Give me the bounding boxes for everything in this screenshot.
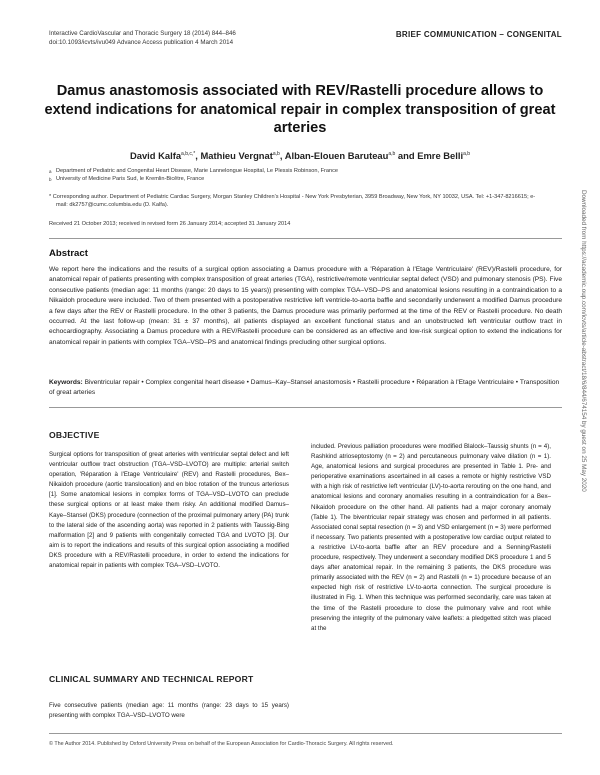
copyright-footer: © The Author 2014. Published by Oxford University Press on behalf of the European Association for Cardio-Thoracic Surgery. All rights reserved. [49,741,394,747]
affiliation-mark: a [49,169,52,174]
journal-citation [49,30,236,47]
received-dates: Received 21 October 2013; received in revised form 26 January 2014; accepted 31 January 2014 [49,221,291,227]
clinical-summary-text: Five consecutive patients (median age: 11 months (range: 23 days to 15 years) presenting with complex TGA–VSD–LVOTO were [49,702,289,720]
divider [49,733,562,734]
objective-text: Surgical options for transposition of great arteries with ventricular septal defect and left ventricular outflow tract obstruction (TGA–VSD–LVOTO) are multiple: arterial switch operation, 'Réparation à l'Etage Ventriculaire' (REV) and Rastelli procedures, Bex–Nikaidoh procedure (aortic translocation) and en bloc rotation of the truncus arteriosus [1]. Some anatomical lesions in complex forms of TGA–VSD–LVOTO can preclude these surgical options or at least make them risky. An additional modified Damus–Kaye–Stansel (DKS) procedure (connection of the proximal pulmonary artery (PA) trunk to the lateral side of the ascending aorta) was reported in 2 patients with Taussig-Bing malformation [2] and 9 patients with congenitally corrected TGA and LVOTO [3]. Our aim is to report the indications and results of this surgical option associating a modified DKS procedure with a REV/Rastelli procedure, in order to extend the indications for anatomical repair in patients with complex TGA–VSD–LVOTO. [49,451,289,570]
corresponding-author: * Corresponding author. Department of Pediatric Cardiac Surgery, Morgan Stanley Children's Hospital - New York Presbyterian, 3959 Broadway, New York, NY 10032, USA. Tel: +1-347-8216615; e-mail: dk2757@cumc.columbia.edu (D. Kalfa). [49,194,536,208]
journal-line-1: Interactive CardioVascular and Thoracic Surgery 18 (2014) 844–846 [49,30,236,37]
abstract-heading: Abstract [49,248,88,259]
download-sidebar [578,190,588,610]
author-name: David Kalfa [129,150,182,161]
keywords-text: Biventricular repair • Complex congenital heart disease • Damus–Kay–Stansel anastomosis • Rastelli procedure • Réparation à l'Etage Ventriculaire • Transposition of great arteries [49,379,560,397]
author-affil-mark: a,b [463,150,471,157]
author-list: David Kalfa$^{a,b,c,*}$, Mathieu Vergnat$^{a,b}$, Alban-Elouen Baruteau$^{a,b}$ and Emre Belli$^{a,b}$ [129,150,471,161]
keywords-label: Keywords: [49,379,83,386]
objective-heading: OBJECTIVE [49,430,100,440]
author-name: Emre Belli [417,150,464,161]
journal-line-2: doi:10.1093/icvts/ivu049 Advance Access publication 4 March 2014 [49,38,234,46]
divider [49,238,562,239]
affiliation [49,176,529,184]
affiliation-text: Department of Pediatric and Congenital Heart Disease, Marie Lannelongue Hospital, Le Plessis Robinson, France [56,168,339,174]
affiliation-mark: b [49,177,52,182]
right-column-text: included. Previous palliation procedures were modified Blalock–Taussig shunts (n = 4), Rashkind atrioseptostomy (n = 2) and percutaneous pulmonary valve dilation (n = 1). Age, anatomical lesions and surgical procedures are presented in Table 1. Pre- and perioperative examinations ascertained in all cases a remote or highly restrictive VSD with a high risk of restrictive left ventricular (LV)-to-aorta rerouting on the one hand, and anatomical lesions and coronary anomalies resulting in a contraindication for a Bex–Nikaidoh procedure on the other hand. All patients had a major coronary anomaly (Table 1). The biventricular repair strategy was chosen and performed in all patients. Associated conal septal resection (n = 3) and VSD enlargement (n = 3) were performed if necessary. Two patients presented with a postoperative low cardiac output related to a restrictive LV-to-aorta baffle after an REV procedure and a Senning/Rastelli procedure, respectively. They underwent a secondary modified DKS procedure 1 and 5 days after anatomical repair. In the remaining 3 patients, the DKS procedure was primarily associated with the REV (n = 2) and Rastelli (n = 1) procedure because of an expected high risk of restrictive LV-to-aorta connection. The surgical procedure is illustrated in Fig. 1. When this technique was performed secondarily, care was taken at the time of the Rastelli procedure to close the pulmonary valve and root while preserving the integrity of the pulmonary valve leaflets: a pledgetted stitch was placed at the [311,443,551,632]
abstract-text: We report here the indications and the results of a surgical option associating a Damus procedure with a 'Réparation à l'Etage Ventriculaire' (REV)/Rastelli procedure, for anatomical repair of patients presenting with complex transposition of great arteries (TGA), restrictive/remote ventricular septal defect (VSD) and pulmonary stenosis (PS). Five consecutive patients (median age: 11 months (range: 20 days to 15 years)) presenting with complex TGA–VSD–PS and anatomical lesions resulting in a contraindication to a Nikaidoh procedure were included. Two of them presented with a postoperative restrictive left ventricle-to-aorta baffle and secondarily underwent a modified Damus procedure a few days after the REV or Rastelli procedure. In the other 3 patients, the Damus procedure was primarily performed at the time of the REV or Rastelli procedure. No death occurred. At the last follow-up (mean: 31 ± 37 months), all patients displayed an excellent functional status and an unobstructed left ventricular outflow tract in echocardiography. Associating a Damus procedure with a REV/Rastelli procedure can be considered as an effective and low-risk surgical option to extend the indications for anatomical repair in patients with complex TGA–VSD–PS and anatomical findings precluding other surgical options. [49,266,562,346]
author-affil-mark: a,b,c,* [181,150,196,157]
clinical-summary-heading: CLINICAL SUMMARY AND TECHNICAL REPORT [49,674,254,684]
section-label: BRIEF COMMUNICATION – CONGENITAL [395,30,562,39]
keywords [49,378,562,399]
download-notice[interactable]: Downloaded from https://academic.oup.com/icvts/article-abstract/18/6/844/674154 by guest on 25 May 2020 [580,190,587,492]
affiliation [49,168,529,176]
divider [49,407,562,408]
affiliation-text: University of Medicine Paris Sud, le Kremlin-Bicêtre, France [56,176,205,182]
author-name: Mathieu Vergnat [200,150,273,161]
author-name: Alban-Elouen Baruteau [284,150,389,161]
author-affil-mark: a,b [388,150,396,157]
article-title: Damus anastomosis associated with REV/Rastelli procedure allows to extend indications for anatomical repair in complex transposition of great arteries [44,83,556,136]
author-affil-mark: a,b [272,150,280,157]
